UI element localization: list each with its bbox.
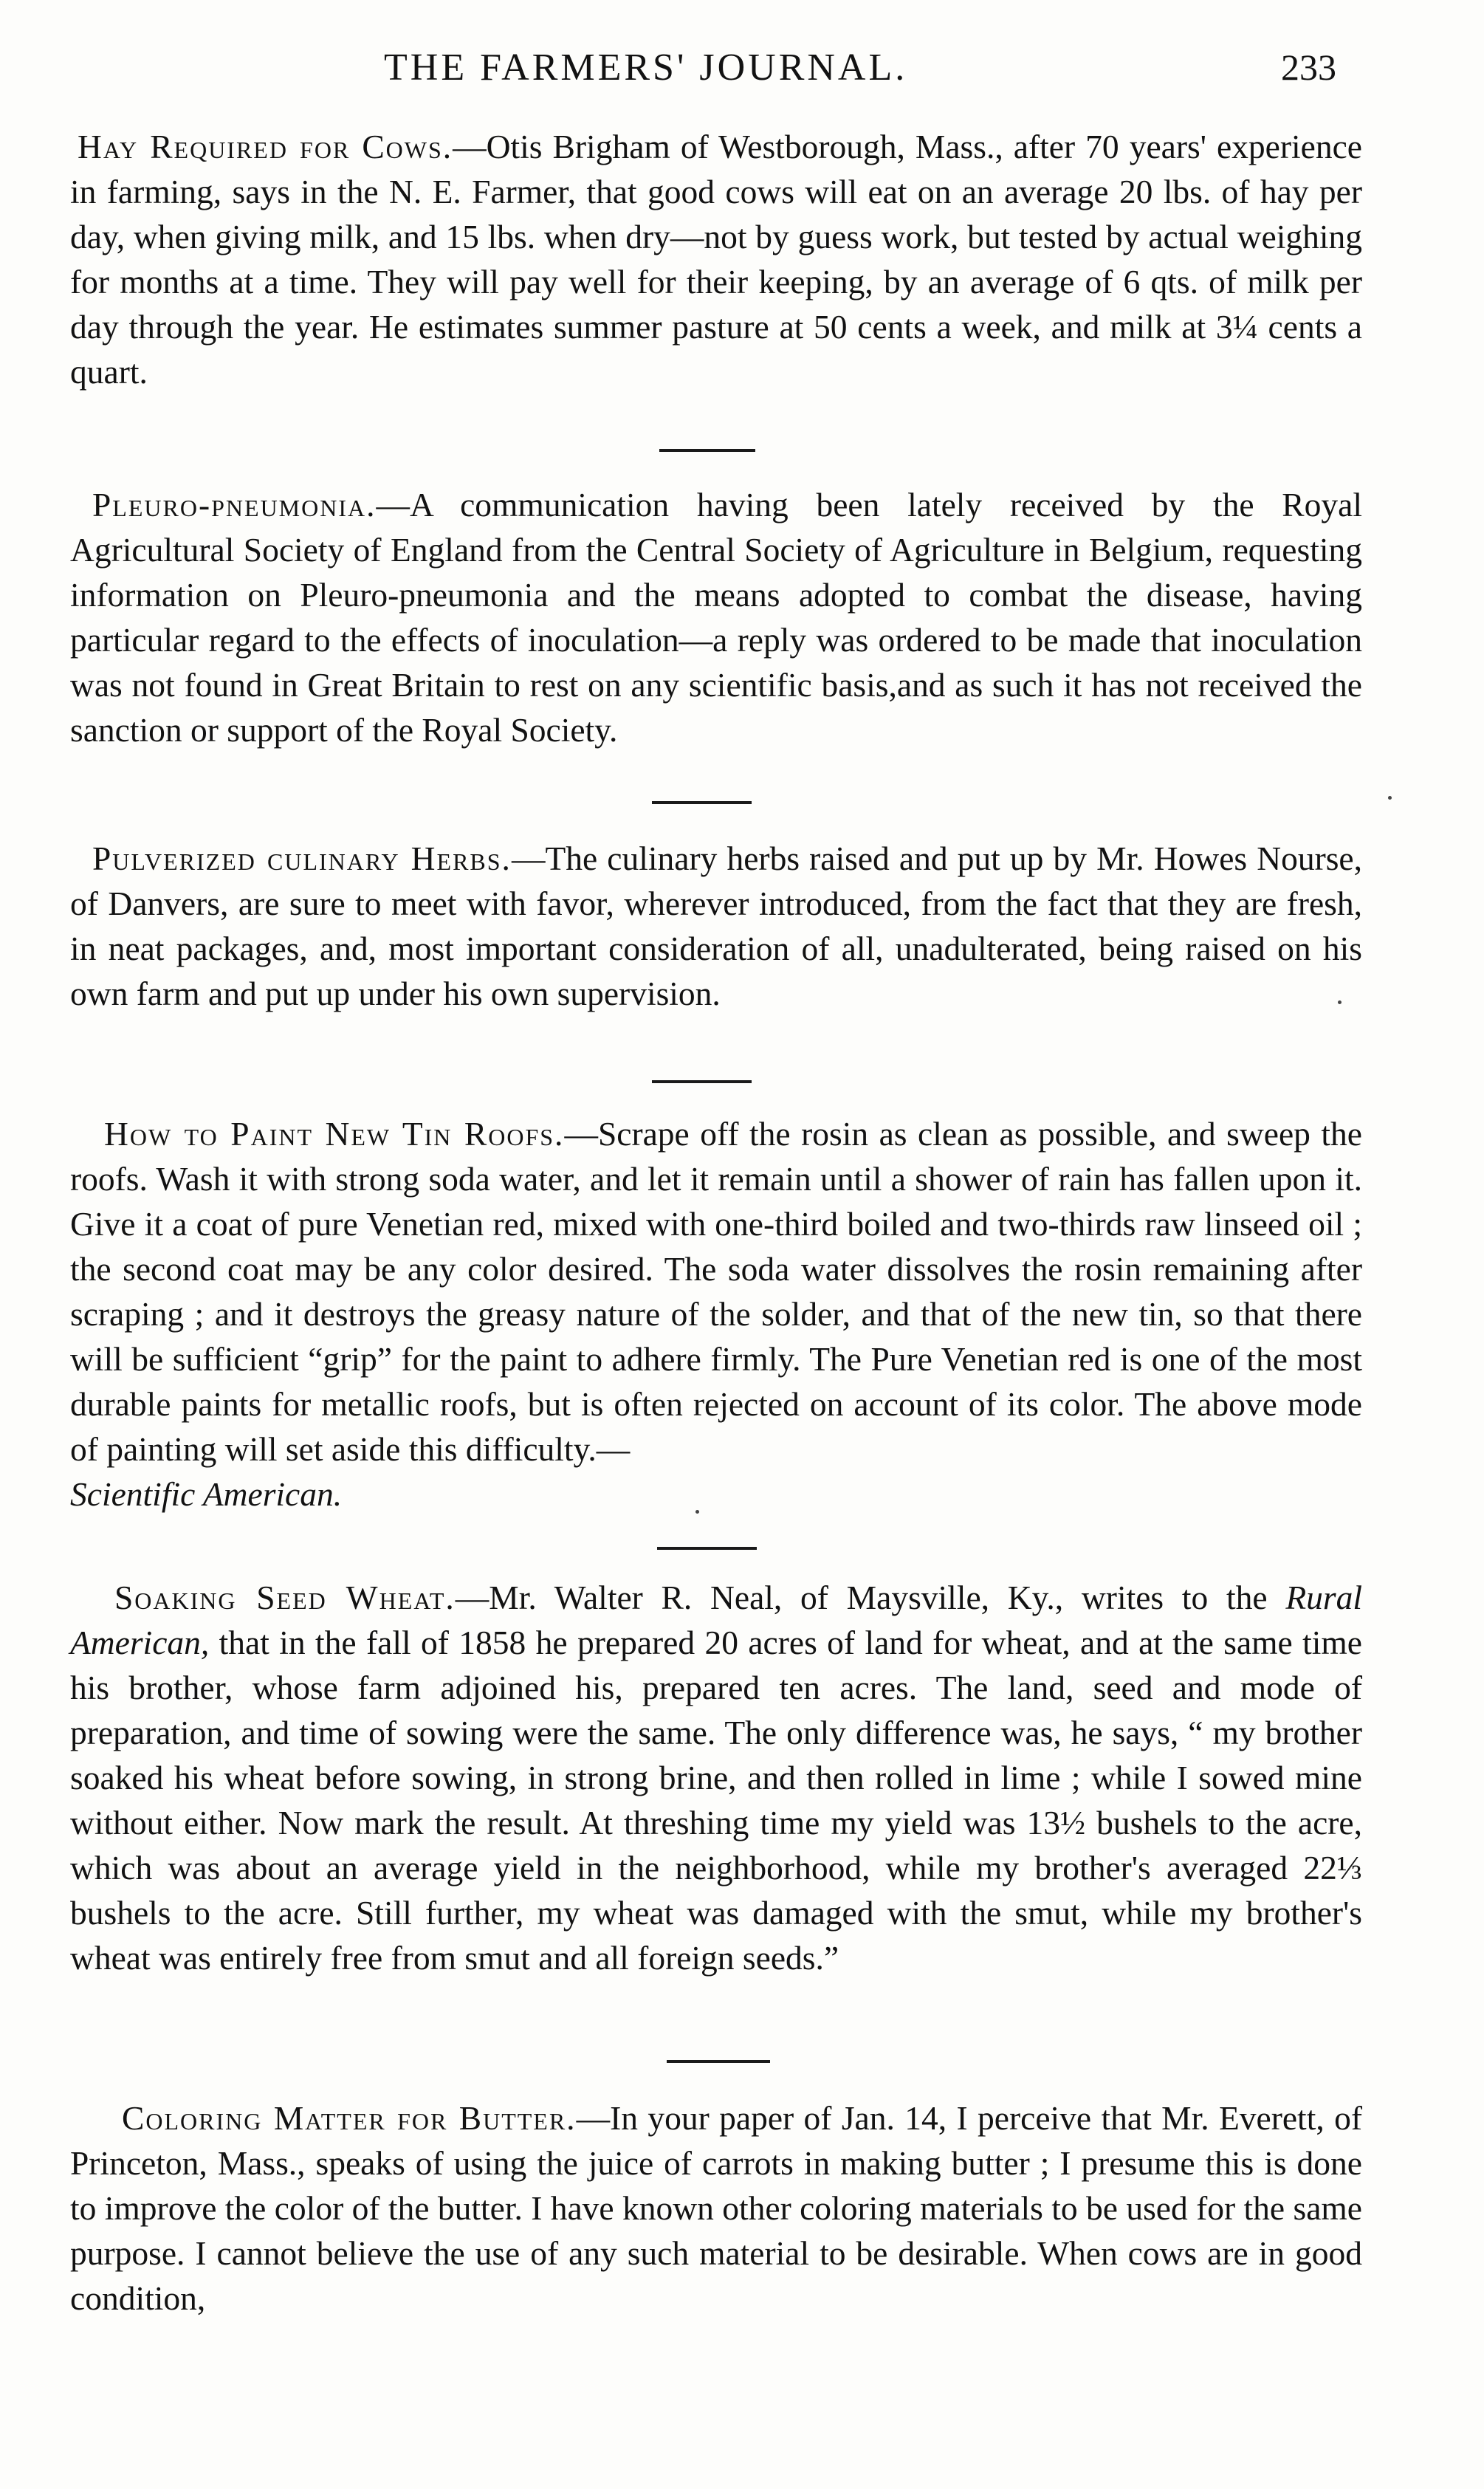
article-pleuro-pneumonia <box>70 482 1362 752</box>
print-speck <box>1338 1000 1342 1004</box>
journal-title: THE FARMERS' JOURNAL. <box>384 47 908 89</box>
section-divider <box>659 449 755 452</box>
section-divider <box>652 1080 752 1083</box>
article-body: —In your paper of Jan. 14, I perceive that Mr. Everett, of Princeton, Mass., speaks of using the juice of carrots in making butter ; I presume this is done to improve the color of the butter. I have known other coloring materials to be used for the same purpose. I cannot believe the use of any such material to be desirable. When cows are in good condition, <box>70 2099 1362 2317</box>
article-hay-required-for-cows <box>70 124 1362 394</box>
section-divider <box>657 1547 757 1550</box>
article-body: —Mr. Walter R. Neal, of Maysville, Ky., writes to the <box>455 1579 1286 1616</box>
running-head <box>0 46 1484 105</box>
article-body: —A communication having been lately received by the Royal Agricultural Society of England from the Central Society of Agriculture in Belgium, requesting information on Pleuro-pneumonia and the means adopted to combat the disease, having particular regard to the effects of inoculation—a reply was ordered to be made that inoculation was not found in Great Britain to rest on any scientific basis,and as such it has not received the sanction or support of the Royal Society. <box>70 486 1362 749</box>
article-heading: Coloring Matter for Butter. <box>122 2099 577 2137</box>
article-body: —Scrape off the rosin as clean as possible, and sweep the roofs. Wash it with strong soda water, and let it remain until a shower of rain has fallen upon it. Give it a coat of pure Venetian red, mixed with one-third boiled and two-thirds raw linseed oil ; the second coat may be any color desired. The soda water dissolves the rosin remaining after scraping ; and it destroys the greasy nature of the solder, and that of the new tin, so that there will be sufficient “grip” for the paint to adhere firmly. The Pure Venetian red is one of the most durable paints for metallic roofs, but is often rejected on account of its color. The above mode of painting will set aside this difficulty.— <box>70 1115 1362 1468</box>
section-divider <box>652 801 752 804</box>
page-number: 233 <box>1281 47 1336 88</box>
article-soaking-seed-wheat <box>70 1575 1362 1980</box>
print-speck <box>1388 796 1392 800</box>
article-heading: How to Paint New Tin Roofs. <box>104 1115 565 1153</box>
article-source: Rural American, <box>70 1579 1362 1661</box>
article-body: —The culinary herbs raised and put up by Mr. Howes Nourse, of Danvers, are sure to meet with favor, wherever introduced, from the fact that they are fresh, in neat packages, and, most important consideration of all, unadulterated, being raised on his own farm and put up under his own supervision. <box>70 840 1362 1012</box>
article-coloring-matter-for-butter <box>70 2095 1362 2321</box>
print-speck <box>695 1510 699 1514</box>
article-body-cont: that in the fall of 1858 he prepared 20 acres of land for wheat, and at the same time his brother, whose farm adjoined his, prepared ten acres. The land, seed and mode of preparation, and time of sowing were the same. The only difference was, he says, “ my brother soaked his wheat before sowing, in strong brine, and then rolled in lime ; while I sowed mine without either. Now mark the result. At threshing time my yield was 13½ bushels to the acre, which was about an average yield in the neighborhood, while my brother's averaged 22⅓ bushels to the acre. Still further, my wheat was damaged with the smut, while my brother's wheat was entirely free from smut and all foreign seeds.” <box>70 1624 1362 1977</box>
article-pulverized-culinary-herbs <box>70 836 1362 1016</box>
article-heading: Soaking Seed Wheat. <box>114 1579 456 1616</box>
article-heading: Pleuro-pneumonia. <box>92 486 377 523</box>
article-source: Scientific American. <box>70 1475 343 1513</box>
article-how-to-paint-new-tin-roofs <box>70 1111 1362 1517</box>
section-divider <box>667 2060 770 2063</box>
article-heading: Hay Required for Cows. <box>78 128 453 165</box>
article-heading: Pulverized culinary Herbs. <box>92 840 512 877</box>
article-body: —Otis Brigham of Westborough, Mass., after 70 years' experience in farming, says in the N. E. Farmer, that good cows will eat on an average 20 lbs. of hay per day, when giving milk, and 15 lbs. when dry—not by guess work, but tested by actual weighing for months at a time. They will pay well for their keeping, by an average of 6 qts. of milk per day through the year. He estimates summer pasture at 50 cents a week, and milk at 3¼ cents a quart. <box>70 128 1362 391</box>
